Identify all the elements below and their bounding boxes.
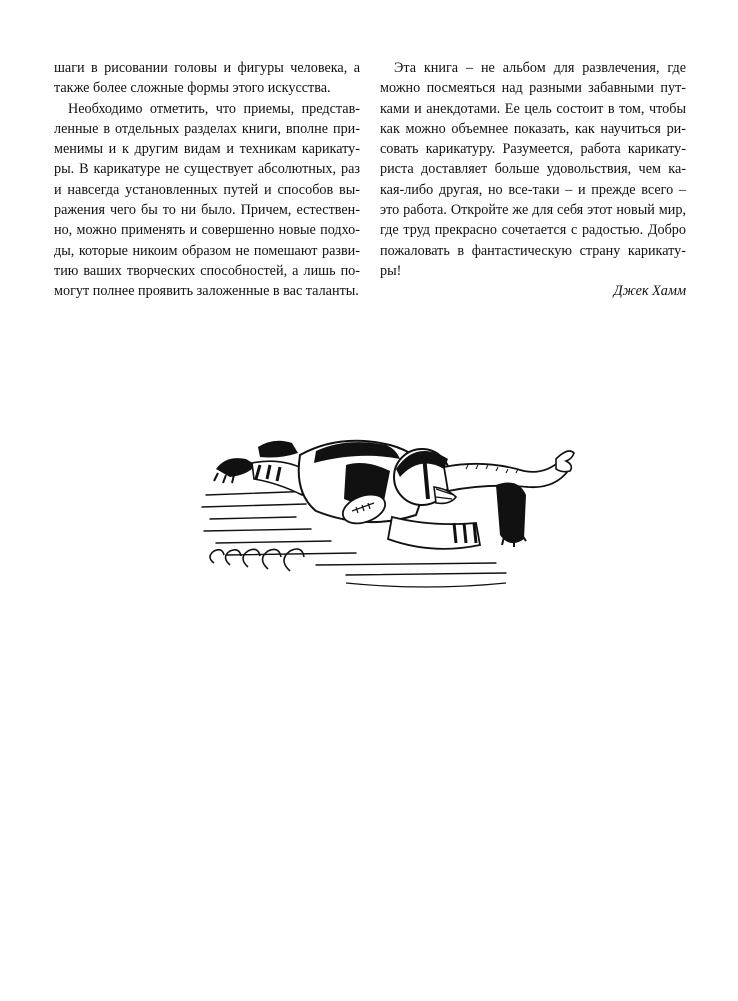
- text-line: также более сложные формы этого искусства.: [54, 80, 331, 97]
- text-line: ры!: [380, 262, 402, 279]
- text-line: можно посмеяться над разными забавными пут-: [380, 80, 686, 97]
- author-signature: Джек Хамм: [613, 283, 686, 300]
- right-text-column: [380, 58, 686, 302]
- text-line: ражения чего бы то ни было. Причем, естествен-: [54, 202, 360, 219]
- text-line: пожаловать в фантастическую страну карикату-: [380, 242, 686, 259]
- text-line: ры. В карикатуре не существует абсолютных, раз: [54, 161, 360, 178]
- text-line: Необходимо отметить, что приемы, представ-: [68, 100, 360, 117]
- text-line: как можно объемнее показать, как научиться ри-: [380, 120, 686, 137]
- text-line: тию ваших творческих способностей, а лишь по-: [54, 262, 360, 279]
- text-line: это работа. Откройте же для себя этот новый мир,: [380, 202, 686, 219]
- left-text-column: [54, 58, 360, 302]
- text-line: но, можно применять и совершенно новые подхо-: [54, 222, 360, 239]
- text-line: Эта книга – не альбом для развлечения, где: [394, 60, 686, 76]
- text-line: шаги в рисовании головы и фигуры человека, а: [54, 60, 360, 76]
- text-line: риста доставляет больше удовольствия, чем ка-: [380, 161, 686, 178]
- football-player-diving-icon: [196, 425, 582, 597]
- text-line: ды, которые никоим образом не помешают разви-: [54, 242, 360, 259]
- text-line: могут полнее проявить заложенные в вас таланты.: [54, 283, 359, 300]
- text-line: менимы и к другим видам и техникам карикату-: [54, 141, 360, 158]
- text-line: ками и анекдотами. Ее цель состоит в том, чтобы: [380, 100, 686, 117]
- text-line: ленные в отдельных разделах книги, вполне при-: [54, 120, 360, 137]
- text-line: кая-либо другая, но все-таки – и прежде всего –: [380, 181, 686, 198]
- text-line: и навсегда установленных путей и способов вы-: [54, 181, 360, 198]
- text-line: совать карикатуру. Разумеется, работа карикату-: [380, 141, 686, 158]
- text-line: где труд прекрасно сочетается с радостью. Добро: [380, 222, 686, 239]
